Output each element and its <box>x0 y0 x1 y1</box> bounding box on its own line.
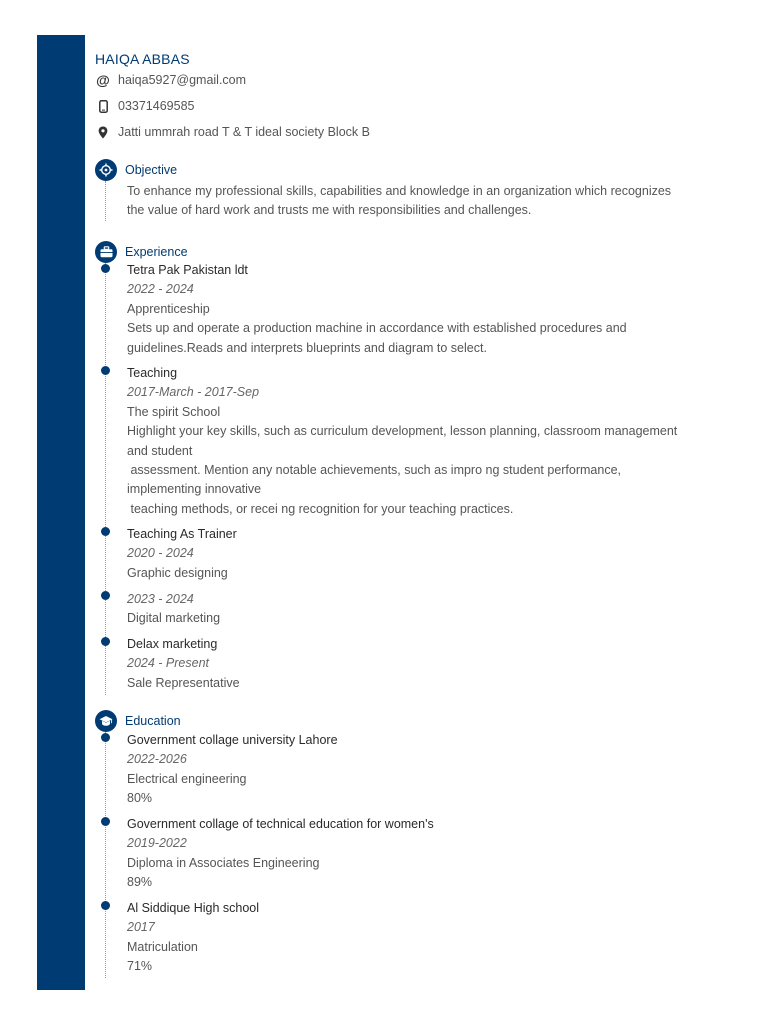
phone-icon <box>96 100 110 113</box>
experience-date: 2017-March - 2017-Sep <box>127 385 260 400</box>
education-date: 2022-2026 <box>127 752 187 767</box>
experience-description-line: assessment. Mention any notable achievements, such as impro ng student performance, <box>127 463 622 478</box>
graduation-cap-icon <box>95 710 117 732</box>
education-degree: Electrical engineering <box>127 771 247 786</box>
at-icon: @ <box>96 72 110 88</box>
education-institution: Al Siddique High school <box>127 901 260 915</box>
experience-description-line: and student <box>127 443 193 458</box>
location-pin-icon <box>96 126 110 139</box>
objective-section <box>95 159 735 229</box>
experience-role: Digital marketing <box>127 611 221 626</box>
education-section <box>95 710 735 980</box>
experience-role: Sale Representative <box>127 675 240 690</box>
objective-line: the value of hard work and trusts me with responsibilities and challenges. <box>127 203 532 218</box>
education-item <box>127 899 727 977</box>
education-score: 89% <box>127 875 153 890</box>
experience-org: Teaching <box>127 366 178 380</box>
timeline-dot <box>101 527 110 536</box>
experience-role: The spirit School <box>127 404 221 419</box>
timeline-dot <box>101 591 110 600</box>
phone-text: 03371469585 <box>118 99 195 113</box>
address-text: Jatti ummrah road T & T ideal society Block B <box>118 125 370 139</box>
experience-org: Delax marketing <box>127 637 218 651</box>
objective-header <box>95 159 735 181</box>
experience-role: Graphic designing <box>127 565 228 580</box>
education-degree: Matriculation <box>127 939 198 954</box>
timeline-dot <box>101 901 110 910</box>
education-institution: Government collage university Lahore <box>127 733 338 747</box>
experience-item <box>127 364 727 519</box>
experience-role: Apprenticeship <box>127 301 210 316</box>
experience-description-line: Sets up and operate a production machine in accordance with established procedures and <box>127 321 627 336</box>
section-title-education: Education <box>125 714 181 728</box>
timeline-dot <box>101 366 110 375</box>
contact-phone <box>96 98 194 114</box>
education-date: 2019-2022 <box>127 836 187 851</box>
experience-item <box>127 261 727 358</box>
email-text: haiqa5927@gmail.com <box>118 73 247 87</box>
experience-description-line: guidelines.Reads and interprets blueprints and diagram to select. <box>127 340 487 355</box>
education-item <box>127 731 727 809</box>
section-title-objective: Objective <box>125 163 178 177</box>
education-score: 71% <box>127 959 153 974</box>
timeline-line <box>105 263 106 695</box>
experience-date: 2020 - 2024 <box>127 546 194 561</box>
section-title-experience: Experience <box>125 245 188 259</box>
timeline-line <box>105 181 106 221</box>
briefcase-icon <box>95 241 117 263</box>
timeline-dot <box>101 637 110 646</box>
timeline-dot <box>101 817 110 826</box>
education-header <box>95 710 735 732</box>
education-institution: Government collage of technical education for women's <box>127 817 434 831</box>
timeline-dot <box>101 264 110 273</box>
education-date: 2017 <box>127 920 155 935</box>
experience-header <box>95 241 735 263</box>
experience-date: 2022 - 2024 <box>127 282 194 297</box>
experience-item <box>127 525 727 583</box>
education-score: 80% <box>127 791 153 806</box>
timeline-dot <box>101 733 110 742</box>
experience-org: Tetra Pak Pakistan ldt <box>127 263 248 277</box>
timeline-line <box>105 732 106 978</box>
education-item <box>127 815 727 893</box>
experience-description-line: teaching methods, or recei ng recognition for your teaching practices. <box>127 501 514 516</box>
experience-section <box>95 241 735 696</box>
experience-org: Teaching As Trainer <box>127 527 237 541</box>
experience-description-line: implementing innovative <box>127 482 262 497</box>
candidate-name: HAIQA ABBAS <box>95 51 190 67</box>
contact-address <box>96 124 370 140</box>
contact-email <box>96 72 246 88</box>
experience-date: 2023 - 2024 <box>127 592 194 606</box>
experience-description-line: Highlight your key skills, such as curriculum development, lesson planning, classroom management <box>127 424 678 439</box>
sidebar-accent-bar <box>37 35 85 990</box>
objective-line: To enhance my professional skills, capabilities and knowledge in an organization which recognizes <box>127 184 672 198</box>
experience-item <box>127 635 727 693</box>
education-degree: Diploma in Associates Engineering <box>127 855 320 870</box>
target-icon <box>95 159 117 181</box>
objective-text <box>127 182 727 221</box>
experience-item <box>127 590 727 629</box>
experience-date: 2024 - Present <box>127 656 209 671</box>
